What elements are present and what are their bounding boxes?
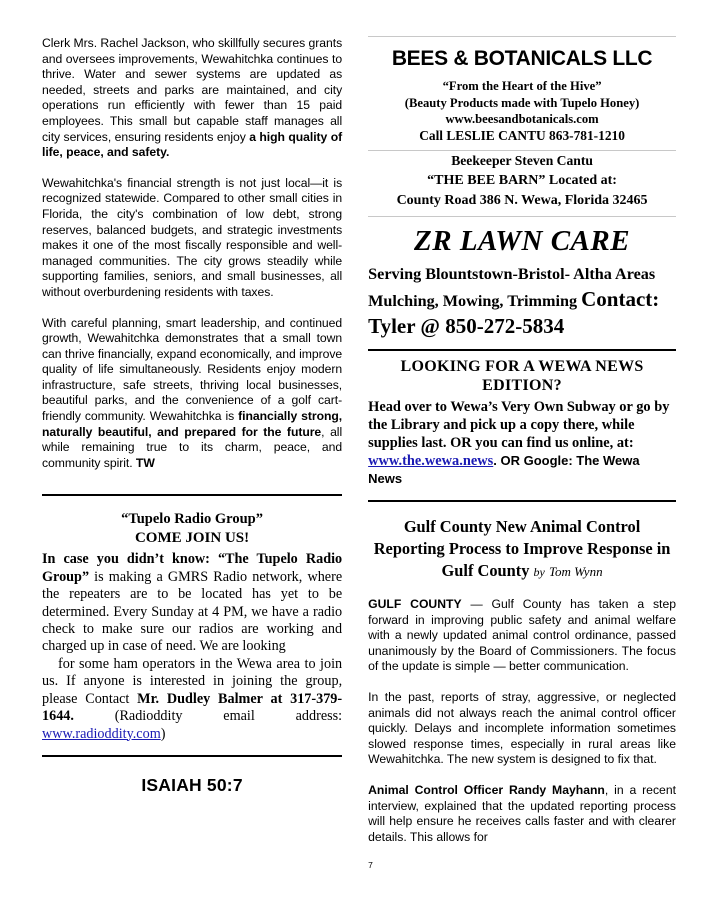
bees-ad-products: (Beauty Products made with Tupelo Honey)	[404, 95, 640, 110]
emphasis-text: a high quality of life, peace, and safety.	[42, 129, 343, 160]
lawn-ad-services: Mulching, Mowing, Trimming	[368, 292, 582, 310]
scripture-reference: ISAIAH 50:7	[141, 774, 243, 795]
section-divider	[42, 494, 342, 496]
gulf-article-paragraph	[368, 690, 676, 768]
edition-body-text: Head over to Wewa’s Very Own Subway or go by the Library and pick up a copy there, while supplies last. OR you can find us online, at:	[368, 399, 670, 451]
radioddity-link[interactable]: www.radioddity.com	[42, 725, 161, 742]
left-column	[42, 36, 350, 914]
emphasis-text: GULF COUNTY	[368, 597, 462, 611]
lawn-ad-contact-phone: Tyler @ 850-272-5834	[368, 314, 565, 338]
radio-ad-body-first	[42, 551, 342, 655]
radio-ad-subtitle: COME JOIN US!	[134, 530, 250, 547]
bees-ad-beekeeper: Beekeeper Steven Cantu	[451, 153, 593, 168]
bees-ad-title: BEES & BOTANICALS LLC	[391, 47, 653, 70]
lawn-ad-contact-label: Contact:	[581, 287, 660, 311]
body-text: , all while remaining true to its charm, peace, and community spirit.	[42, 424, 343, 470]
gulf-headline-text: Gulf County New Animal Control Reporting Process to Improve Response in Gulf County	[373, 517, 671, 580]
page-number: 7	[368, 860, 373, 871]
section-divider	[42, 755, 342, 757]
radio-ad-contact: Mr. Dudley Balmer at 317-379-1644.	[42, 690, 343, 725]
body-text: With careful planning, smart leadership, and continued growth, Wewahitchka demonstrates that a small town can thrive financially, expand economically, and improve quality of life simultaneously. Residents enjoy modern infrastructure, safe streets, thriving local businesses, beautiful parks, and the convenience of a golf cart-friendly community. Wewahitchka is	[42, 315, 343, 424]
gulf-article-paragraph	[368, 597, 676, 675]
section-divider	[368, 500, 676, 502]
section-divider	[368, 216, 676, 217]
lawn-ad-services-line	[368, 287, 676, 314]
bees-ad-barn: “THE BEE BARN” Located at:	[427, 173, 617, 188]
edition-headline-line2: EDITION?	[482, 377, 562, 394]
radio-ad-body-3: (Radioddity email address:	[73, 708, 343, 725]
gulf-article-paragraph	[368, 783, 676, 845]
gulf-article-headline	[368, 516, 676, 583]
radio-ad-body-2: for some ham operators in the Wewa area to join us. If anyone is interested in joining the group, please Contact	[42, 655, 343, 707]
body-text: Wewahitchka's financial strength is not just local—it is recognized statewide. Compared to other small cities in Florida, the city's combination of low debt, strong reserves, balanced budgets, and strategic investments makes it one of the most fiscally responsible and well-managed communities. The city grows steadily while supporting families, seniors, and small businesses, all without overburdening residents with taxes.	[42, 175, 343, 299]
gulf-county-article	[368, 516, 676, 870]
edition-body	[368, 398, 676, 488]
radio-ad-lead: In case you didn’t know: “The Tupelo Radio Group”	[42, 551, 343, 585]
article-paragraph	[42, 36, 342, 161]
top-divider	[368, 36, 676, 37]
bees-ad-tagline: “From the Heart of the Hive”	[442, 79, 602, 93]
zr-lawn-care-ad	[368, 225, 676, 341]
emphasis-text: Animal Control Officer Randy Mayhann	[368, 782, 605, 797]
wewa-news-edition-ad	[368, 357, 676, 488]
emphasis-text: financially strong, naturally beautiful, and prepared for the future	[42, 409, 343, 439]
tupelo-radio-ad	[42, 510, 342, 742]
bees-ad-address: County Road 386 N. Wewa, Florida 32465	[396, 193, 648, 208]
radio-ad-body-1: is making a GMRS Radio network, where the repeaters are to be located has yet to be determined. Every Sunday at 4 PM, we have a radio check to make sure our radios are working and charged up in case of need. We are looking	[42, 568, 343, 655]
radio-ad-body-4: )	[160, 725, 166, 742]
lawn-ad-contact	[368, 314, 676, 341]
article-paragraph	[42, 176, 342, 301]
gulf-byline-label: by	[533, 565, 545, 579]
lawn-ad-title: ZR LAWN CARE	[414, 225, 631, 257]
gulf-byline-author: Tom Wynn	[548, 564, 603, 579]
article-paragraph	[42, 316, 342, 472]
radio-ad-title: “Tupelo Radio Group”	[121, 511, 263, 528]
emphasis-text: TW	[135, 455, 155, 470]
body-text: Clerk Mrs. Rachel Jackson, who skillfully secures grants and oversees improvements, Wewahitchka continues to thrive. Water and sewer systems are updated as needed, streets and parks are maintained, and city operations run efficiently with fewer than 15 paid employees. This small but capable staff manages all city services, ensuring residents enjoy	[42, 36, 343, 144]
lawn-ad-serving: Serving Blountstown-Bristol- Altha Areas	[368, 265, 656, 283]
bees-ad-website: www.beesandbotanicals.com	[445, 112, 599, 126]
right-column	[368, 36, 676, 914]
body-text: , in a recent interview, explained that the updated reporting process will help ensure he receives calls faster and with clearer details. This allows for	[368, 782, 676, 844]
bees-botanicals-ad	[368, 47, 676, 210]
body-text: — Gulf County has taken a step forward in improving public safety and animal welfare with a newly updated animal control ordinance, passed unanimously by the Board of Commissioners. The focus of the update is simple — better communication.	[368, 597, 676, 674]
wewa-news-link[interactable]: www.the.wewa.news	[368, 453, 494, 469]
bees-ad-phone: Call LESLIE CANTU 863-781-1210	[419, 127, 625, 143]
radio-ad-body-second	[42, 656, 342, 743]
section-divider	[368, 349, 676, 351]
edition-headline-line1: LOOKING FOR A WEWA NEWS	[400, 358, 644, 375]
body-text: In the past, reports of stray, aggressive, or neglected animals did not always reach the animal control officer quickly. Delays and incomplete information sometimes slowed response times, especially in rural areas like Wewahitchka. The new system is designed to fix that.	[368, 689, 676, 767]
edition-tail: . OR Google: The Wewa News	[368, 453, 640, 486]
